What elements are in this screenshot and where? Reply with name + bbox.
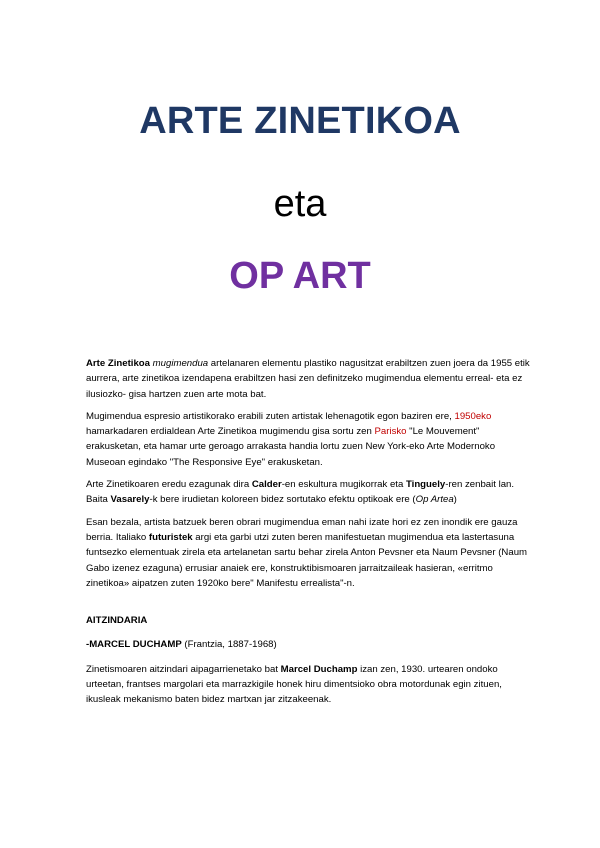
paragraph-text: ) — [453, 494, 457, 506]
section-subheading — [86, 637, 536, 652]
subheading-text: (Frantzia, 1887-1968) — [181, 639, 277, 651]
section-heading: AITZINDARIA — [86, 615, 148, 627]
paragraph-text: Zinetismoaren aitzindari aipagarrienetako bat — [86, 663, 281, 675]
title-op-art: OP ART — [229, 255, 371, 297]
paragraph-text: hamarkadaren erdialdean Arte Zinetikoa mugimendu gisa sortu zen — [86, 426, 375, 438]
title-eta: eta — [273, 183, 327, 225]
paragraph-text: izan zen, 1930. urtearen ondoko urteetan, frantses margolari eta marrazkigile honek hiru dimentsioko obra motordunak egin zituen, ikusleak mekanismo baten bidez martxan jar zitzakeenak. — [86, 663, 502, 706]
paragraph-text: Mugimendua espresio artistikorako erabili zuten artistak lehenagotik egon baziren ere, — [86, 410, 455, 422]
document-body — [86, 356, 536, 715]
italic-text-op-artea: Op Artea — [415, 494, 454, 506]
paragraph-text: -en eskultura mugikorrak eta — [281, 479, 406, 491]
paragraph-text: Arte Zinetikoaren eredu ezagunak dira — [86, 479, 252, 491]
link-text-1950eko[interactable]: 1950eko — [454, 410, 492, 422]
bold-text-tinguely: Tinguely — [405, 479, 446, 491]
paragraph-text: argi eta garbi utzi zuten beren manifestuetan mugimendua eta lastertasuna funtsezko elementuak zirela eta artelanetan sartu behar zirela Anton Pevsner eta Naum Pevsner (Naum Gabo izenez ezaguna) errusiar anaiek ere, konstruktibismoaren jarraitzaileak hasieran, «erritmo zinetikoa» aipatzen zuten 1920ko bere" Manifestu errealista"-n. — [86, 531, 528, 589]
bold-text-duchamp: Marcel Duchamp — [280, 663, 358, 675]
paragraph-text: Esan bezala, artista batzuek beren obrari mugimendua eman nahi izate hori ez zen inondik ere gauza berria. Italiako — [86, 516, 518, 543]
paragraph-5 — [86, 662, 536, 708]
paragraph-text: -ren zenbait lan. Baita — [86, 479, 515, 506]
paragraph-3 — [86, 477, 536, 508]
paragraph-4 — [86, 515, 536, 591]
link-text-parisko[interactable]: Parisko — [374, 426, 407, 438]
bold-text-vasarely: Vasarely — [110, 494, 150, 506]
italic-text: mugimendua — [152, 358, 209, 369]
paragraph-text: "Le Mouvement" erakusketan, eta hamar urte geroago arrakasta handia lortu zuen New York-eko Arte Modernoko Museoan egindako "The Responsive Eye" erakusketan. — [86, 426, 496, 468]
title-arte-zinetikoa: ARTE ZINETIKOA — [139, 100, 461, 142]
bold-text: Arte Zinetikoa — [86, 358, 150, 369]
paragraph-2 — [86, 409, 536, 470]
bold-text-marcel-duchamp: -MARCEL DUCHAMP — [86, 639, 182, 651]
bold-text-calder: Calder — [251, 479, 282, 491]
bold-text-futuristek: futuristek — [148, 531, 193, 543]
paragraph-text: -k bere irudietan koloreen bidez sortutako efektu optikoak ere ( — [149, 494, 416, 506]
paragraph-text: artelanaren elementu plastiko nagusitzat erabiltzen zuen joera da 1955 etik aurrera, arte zinetikoa izendapena erabiltzen hasi zen definitzeko mugimendua elementu erreal- eta ez ilusiozko- gisa hartzen zuen arte mota bat. — [86, 358, 530, 400]
paragraph-1 — [86, 356, 536, 402]
